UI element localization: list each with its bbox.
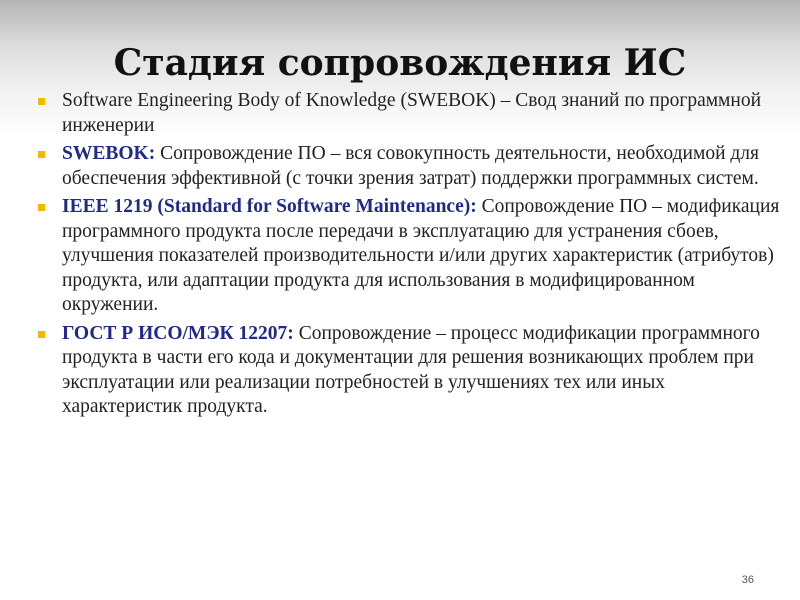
bullet-text: Сопровождение – процесс модификации программного продукта в части его кода и документации для решения возникающих проблем при эксплуатации или реализации потребностей в улучшениях тех или иных характеристик продукта.: [62, 322, 760, 417]
bullet-item: [36, 142, 781, 191]
bullet-text: Software Engineering Body of Knowledge (SWEBOK) – Свод знаний по программной инженерии: [62, 90, 762, 136]
page-number: 36: [741, 574, 754, 586]
bullet-text: Сопровождение ПО – вся совокупность деятельности, необходимой для обеспечения эффективной (с точки зрения затрат) поддержки программных систем.: [62, 143, 760, 189]
bullet-lead: ГОСТ Р ИСО/МЭК 12207:: [62, 322, 294, 344]
bullet-lead: SWEBOK:: [62, 143, 156, 164]
bullet-item: [36, 322, 781, 420]
bullet-list: [36, 89, 781, 424]
slide-title: Стадия сопровождения ИС: [113, 42, 687, 85]
bullet-item: [36, 195, 781, 318]
square-bullet-icon: [38, 204, 45, 211]
bullet-item: [36, 89, 781, 138]
bullet-text: Сопровождение ПО – модификация программного продукта после передачи в эксплуатацию для устранения сбоев, улучшения показателей производительности и/или других характеристик (атрибутов) продукта, или адаптации продукта для использования в модифицированном окружении.: [62, 196, 780, 315]
square-bullet-icon: [38, 98, 45, 105]
bullet-lead: IEEE 1219 (Standard for Software Maintenance):: [62, 196, 477, 217]
square-bullet-icon: [38, 151, 45, 158]
square-bullet-icon: [38, 331, 45, 338]
